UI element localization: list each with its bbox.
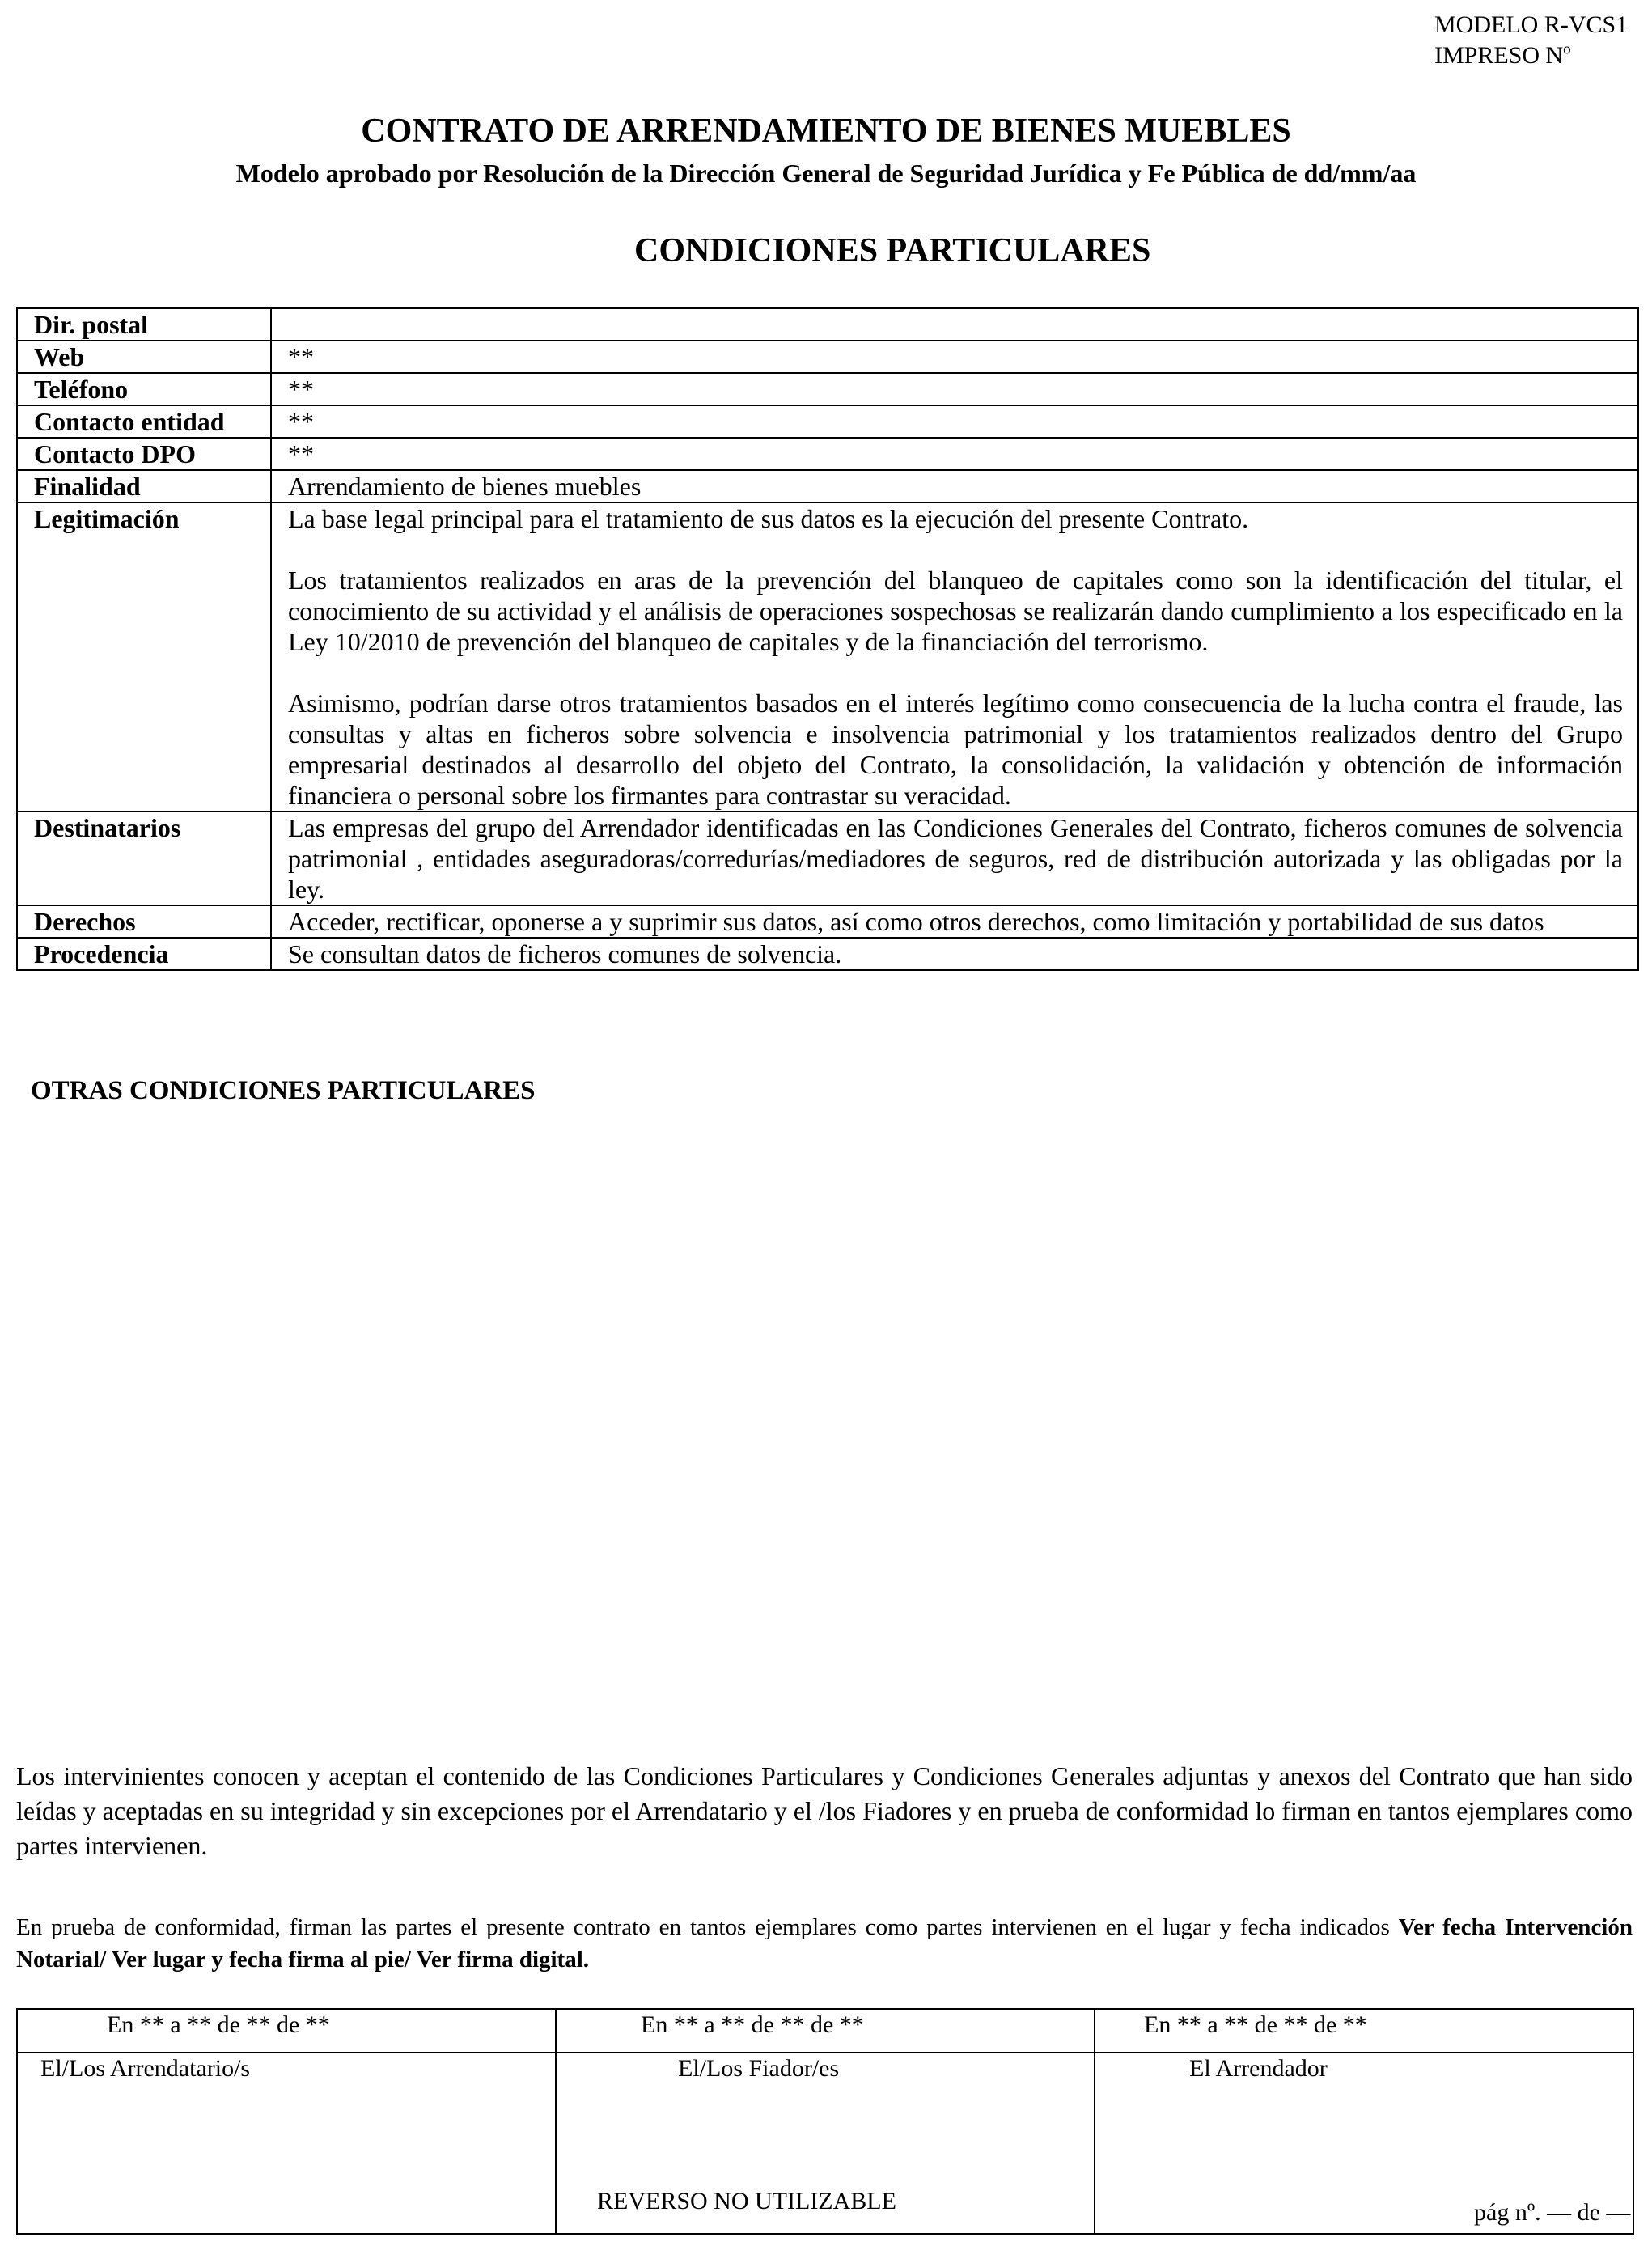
row-value: ** [271, 438, 1638, 470]
table-row [17, 373, 1638, 405]
row-label: Contacto entidad [17, 405, 271, 438]
signature-box-arrendatario[interactable] [17, 2053, 556, 2234]
table-row-legitimacion [17, 502, 1638, 812]
table-row [17, 308, 1638, 341]
otras-condiciones-title: OTRAS CONDICIONES PARTICULARES [31, 1076, 536, 1105]
table-row-procedencia [17, 938, 1638, 970]
row-label: Procedencia [17, 938, 271, 970]
row-value: ** [271, 373, 1638, 405]
legitimacion-paragraph-2: Los tratamientos realizados en aras de la prevención del blanqueo de capitales como son la identificación del titular, el conocimiento de su actividad y el análisis de operaciones sospechosas se realizarán dando cumplimiento a los especificado en la Ley 10/2010 de prevención del blanqueo de capitales y de la financiación del terrorismo. [288, 566, 1623, 656]
row-value [271, 308, 1638, 341]
conformity-bold-text: Ver fecha Intervención Notarial/ Ver lugar y fecha firma al pie/ Ver firma digital. [16, 1914, 1633, 1973]
date-field-1: En ** a ** de ** de ** [107, 2011, 330, 2038]
date-cell-3 [1095, 2009, 1633, 2053]
party-label-arrendador: El Arrendador [1189, 2055, 1328, 2082]
conformity-paragraph [16, 1911, 1633, 1976]
model-code-line1: MODELO R-VCS1 [1434, 11, 1629, 38]
row-label: Web [17, 341, 271, 373]
acceptance-paragraph: Los intervinientes conocen y aceptan el contenido de las Condiciones Particulares y Condiciones Generales adjuntas y anexos del Contrato que han sido leídas y aceptadas en su integridad y sin excepciones por el Arrendatario y el /los Fiadores y en prueba de conformidad lo firman en tantos ejemplares como partes intervienen. [16, 1761, 1633, 1860]
row-label: Destinatarios [17, 812, 271, 905]
signature-party-row [17, 2053, 1633, 2234]
data-protection-table [16, 307, 1639, 971]
row-value: ** [271, 341, 1638, 373]
model-code [1434, 10, 1628, 71]
legitimacion-paragraph-1: La base legal principal para el tratamiento de sus datos es la ejecución del presente Contrato. [288, 504, 1249, 533]
date-field-3: En ** a ** de ** de ** [1144, 2011, 1367, 2038]
date-cell-2 [556, 2009, 1095, 2053]
document-title: CONTRATO DE ARRENDAMIENTO DE BIENES MUEBLES [361, 112, 1291, 150]
row-label: Legitimación [17, 502, 271, 812]
row-label: Dir. postal [17, 308, 271, 341]
row-value: Acceder, rectificar, oponerse a y suprimir sus datos, así como otros derechos, como limitación y portabilidad de sus datos [271, 905, 1638, 938]
page-number: pág nº. — de — [1474, 2199, 1631, 2226]
row-value: Las empresas del grupo del Arrendador identificadas en las Condiciones Generales del Contrato, ficheros comunes de solvencia patrimonial , entidades aseguradoras/corredurías/mediadores de seguros, red de distribución autorizada y las obligadas por la ley. [271, 812, 1638, 905]
row-value: ** [271, 405, 1638, 438]
document-subtitle: Modelo aprobado por Resolución de la Dirección General de Seguridad Jurídica y Fe Pública de dd/mm/aa [235, 159, 1417, 188]
table-row [17, 405, 1638, 438]
signature-date-row [17, 2009, 1633, 2053]
table-row [17, 341, 1638, 373]
table-row-destinatarios [17, 812, 1638, 905]
table-row [17, 438, 1638, 470]
conformity-text: En prueba de conformidad, firman las partes el presente contrato en tantos ejemplares como partes intervienen en el lugar y fecha indicados [16, 1914, 1390, 1940]
legitimacion-paragraph-3: Asimismo, podrían darse otros tratamientos basados en el interés legítimo como consecuencia de la lucha contra el fraude, las consultas y altas en ficheros sobre solvencia e insolvencia patrimonial y los tratamientos realizados dentro del Grupo empresarial destinados al desarrollo del objeto del Contrato, la consolidación, la validación y obtención de información financiera o personal sobre los firmantes para contrastar su veracidad. [288, 689, 1623, 810]
model-code-line2: IMPRESO Nº [1434, 42, 1571, 69]
row-label: Teléfono [17, 373, 271, 405]
table-row [17, 470, 1638, 502]
table-row-derechos [17, 905, 1638, 938]
date-field-2: En ** a ** de ** de ** [641, 2011, 864, 2038]
party-label-fiador: El/Los Fiador/es [678, 2055, 840, 2082]
party-label-arrendatario: El/Los Arrendatario/s [40, 2055, 251, 2082]
reverso-notice: REVERSO NO UTILIZABLE [597, 2188, 896, 2214]
legitimacion-text [271, 502, 1638, 812]
row-value: Se consultan datos de ficheros comunes de solvencia. [271, 938, 1638, 970]
signature-box-fiador[interactable] [556, 2053, 1095, 2234]
row-label: Derechos [17, 905, 271, 938]
signature-table [16, 2008, 1634, 2235]
row-label: Contacto DPO [17, 438, 271, 470]
row-label: Finalidad [17, 470, 271, 502]
row-value: Arrendamiento de bienes muebles [271, 470, 1638, 502]
section-title: CONDICIONES PARTICULARES [634, 232, 1151, 269]
date-cell-1 [17, 2009, 556, 2053]
